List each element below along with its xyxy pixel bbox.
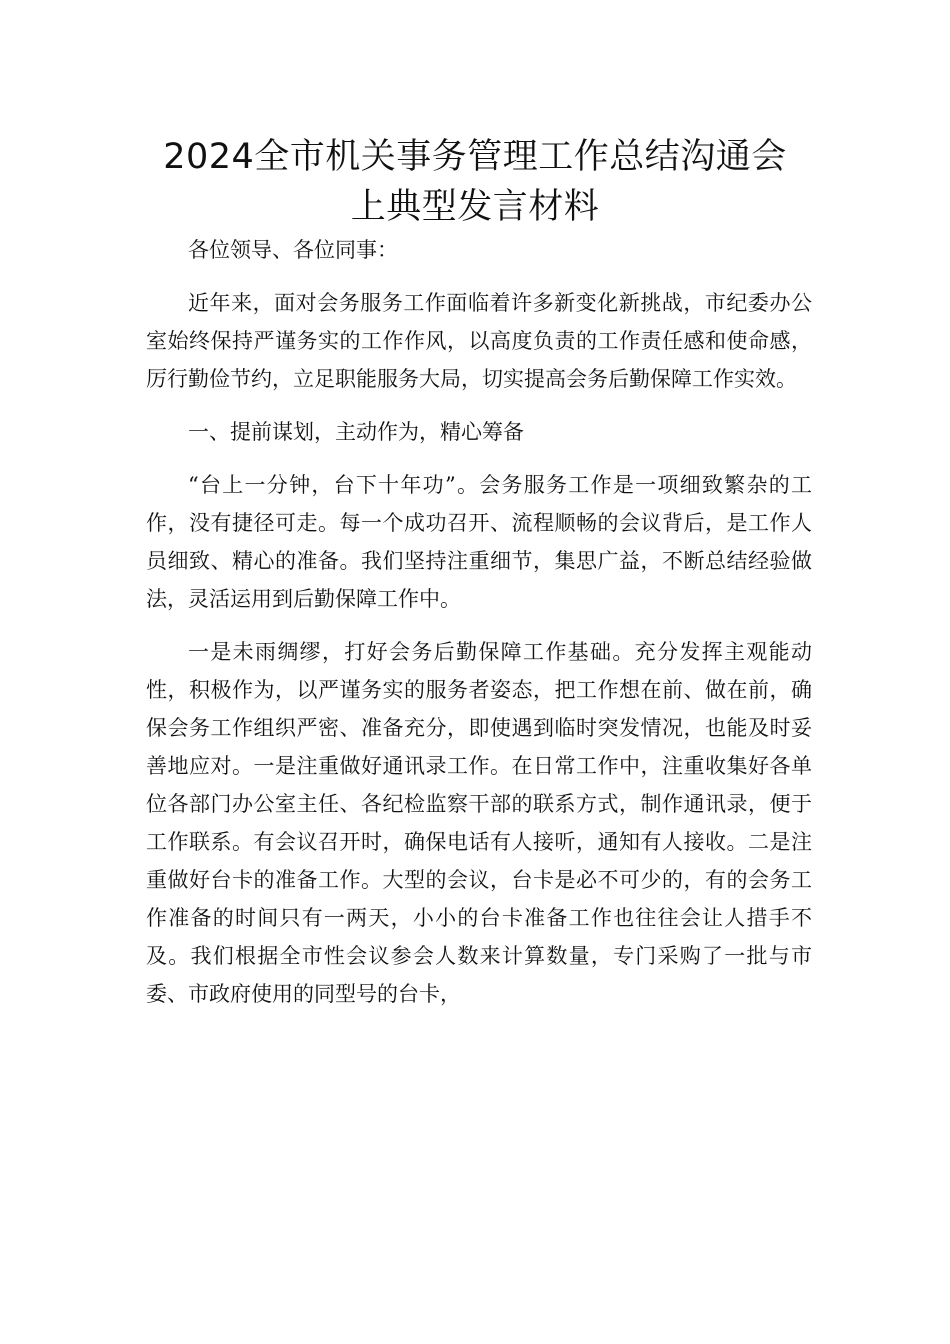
title-line-1: 2024全市机关事务管理工作总结沟通会 bbox=[163, 137, 787, 177]
body-paragraph: “台上一分钟，台下十年功”。会务服务工作是一项细致繁杂的工作，没有捷径可走。每一个成功召开、流程顺畅的会议背后，是工作人员细致、精心的准备。我们坚持注重细节，集思广益，不断总结经验做法，灵活运用到后勤保障工作中。 bbox=[146, 473, 812, 611]
document-body bbox=[146, 231, 812, 1028]
title-line-2: 上典型发言材料 bbox=[350, 187, 600, 227]
body-paragraph: 一是未雨绸缪，打好会务后勤保障工作基础。充分发挥主观能动性，积极作为，以严谨务实的服务者姿态，把工作想在前、做在前，确保会务工作组织严密、准备充分，即使遇到临时突发情况，也能及时妥善地应对。一是注重做好通讯录工作。在日常工作中，注重收集好各单位各部门办公室主任、各纪检监察干部的联系方式，制作通讯录，便于工作联系。有会议召开时，确保电话有人接听，通知有人接收。二是注重做好台卡的准备工作。大型的会议，台卡是必不可少的，有的会务工作准备的时间只有一两天，小小的台卡准备工作也往往会让人措手不及。我们根据全市性会议参会人数来计算数量，专门采购了一批与市委、市政府使用的同型号的台卡， bbox=[146, 640, 812, 1006]
intro-paragraph: 近年来，面对会务服务工作面临着许多新变化新挑战，市纪委办公室始终保持严谨务实的工作作风，以高度负责的工作责任感和使命感，厉行勤俭节约，立足职能服务大局，切实提高会务后勤保障工作实效。 bbox=[146, 291, 812, 391]
section-heading-1: 一、提前谋划，主动作为，精心筹备 bbox=[188, 420, 524, 444]
salutation-paragraph: 各位领导、各位同事： bbox=[188, 238, 398, 262]
document-title bbox=[100, 132, 850, 232]
